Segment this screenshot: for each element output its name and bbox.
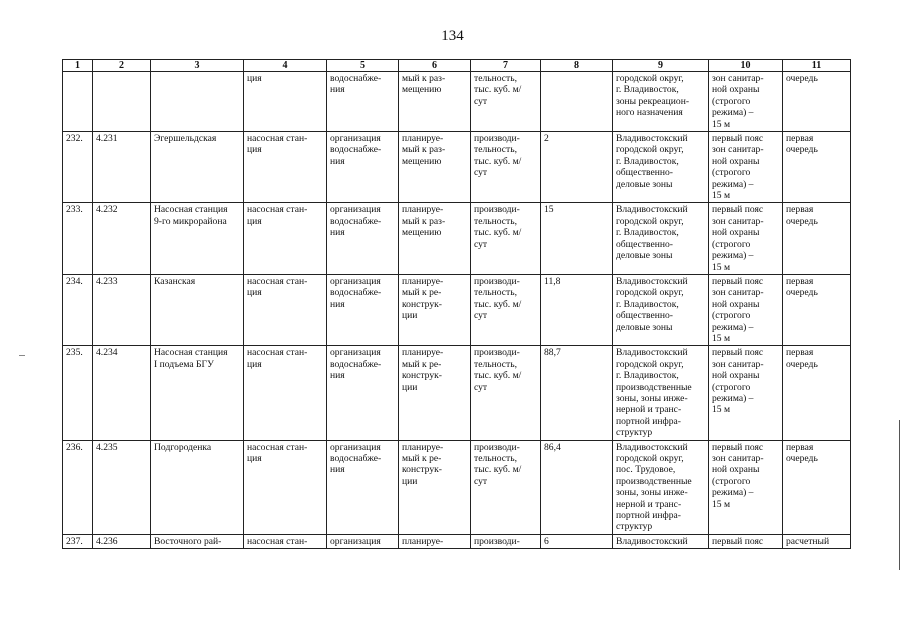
continuation-row <box>63 72 851 132</box>
cell-name: Эгершельдская <box>151 132 244 203</box>
cell-code: 4.235 <box>93 440 151 534</box>
cell-purpose: организация водоснабже- ния <box>327 346 399 440</box>
cell-name <box>151 72 244 132</box>
column-header: 1 <box>63 60 93 72</box>
cell-type: насосная стан- ция <box>244 203 327 274</box>
cell-location: Владивостокский городской округ, г. Владивосток, общественно- деловые зоны <box>613 203 709 274</box>
cell-location: Владивостокский <box>613 534 709 548</box>
cell-code <box>93 72 151 132</box>
cell-status: планируе- мый к ре- конструк- ции <box>399 440 471 534</box>
cell-param: производи- тельность, тыс. куб. м/ сут <box>471 346 541 440</box>
cell-zone: первый пояс зон санитар- ной охраны (строгого режима) – 15 м <box>709 346 783 440</box>
cell-param: производи- <box>471 534 541 548</box>
cell-stage: расчетный <box>783 534 851 548</box>
cell-location: городской округ, г. Владивосток, зоны рекреацион- ного назначения <box>613 72 709 132</box>
cell-purpose: водоснабже- ния <box>327 72 399 132</box>
cell-code: 4.234 <box>93 346 151 440</box>
cell-name: Подгороденка <box>151 440 244 534</box>
cell-purpose: организация <box>327 534 399 548</box>
cell-value <box>541 72 613 132</box>
column-header: 9 <box>613 60 709 72</box>
cell-param: производи- тельность, тыс. куб. м/ сут <box>471 132 541 203</box>
cell-param: тельность, тыс. куб. м/ сут <box>471 72 541 132</box>
cell-location: Владивостокский городской округ, пос. Трудовое, производственные зоны, зоны инже- нерной и транс- портной инфра- структур <box>613 440 709 534</box>
cell-code: 4.232 <box>93 203 151 274</box>
cell-code: 4.233 <box>93 274 151 345</box>
table-row <box>63 440 851 534</box>
header-row <box>63 60 851 72</box>
column-header: 6 <box>399 60 471 72</box>
cell-status: планируе- мый к раз- мещению <box>399 132 471 203</box>
cell-value: 88,7 <box>541 346 613 440</box>
column-header: 8 <box>541 60 613 72</box>
cell-num <box>63 72 93 132</box>
scan-margin-line <box>899 420 900 570</box>
cell-type: насосная стан- ция <box>244 440 327 534</box>
cell-type: насосная стан- ция <box>244 346 327 440</box>
scan-margin-mark <box>19 355 25 356</box>
column-header: 3 <box>151 60 244 72</box>
cell-stage: первая очередь <box>783 203 851 274</box>
column-header: 11 <box>783 60 851 72</box>
cell-purpose: организация водоснабже- ния <box>327 203 399 274</box>
cell-status: планируе- <box>399 534 471 548</box>
cell-param: производи- тельность, тыс. куб. м/ сут <box>471 274 541 345</box>
cell-code: 4.236 <box>93 534 151 548</box>
cell-stage: первая очередь <box>783 346 851 440</box>
cell-zone: первый пояс зон санитар- ной охраны (строгого режима) – 15 м <box>709 440 783 534</box>
cell-zone: первый пояс зон санитар- ной охраны (строгого режима) – 15 м <box>709 132 783 203</box>
cell-purpose: организация водоснабже- ния <box>327 132 399 203</box>
cell-value: 86,4 <box>541 440 613 534</box>
cell-name: Насосная станция 9-го микрорайона <box>151 203 244 274</box>
cell-stage: первая очередь <box>783 440 851 534</box>
cell-param: производи- тельность, тыс. куб. м/ сут <box>471 440 541 534</box>
cell-type: насосная стан- ция <box>244 274 327 345</box>
cell-type: насосная стан- ция <box>244 132 327 203</box>
cell-stage: очередь <box>783 72 851 132</box>
cell-status: мый к раз- мещению <box>399 72 471 132</box>
cell-name: Восточного рай- <box>151 534 244 548</box>
cell-num: 232. <box>63 132 93 203</box>
cell-value: 11,8 <box>541 274 613 345</box>
column-header: 10 <box>709 60 783 72</box>
cell-value: 6 <box>541 534 613 548</box>
cell-location: Владивостокский городской округ, г. Владивосток, общественно- деловые зоны <box>613 274 709 345</box>
cell-location: Владивостокский городской округ, г. Владивосток, производственные зоны, зоны инже- нерной и транс- портной инфра- структур <box>613 346 709 440</box>
table-row <box>63 346 851 440</box>
cell-value: 2 <box>541 132 613 203</box>
cell-location: Владивостокский городской округ, г. Владивосток, общественно- деловые зоны <box>613 132 709 203</box>
column-header: 7 <box>471 60 541 72</box>
cell-zone: первый пояс зон санитар- ной охраны (строгого режима) – 15 м <box>709 203 783 274</box>
cell-num: 236. <box>63 440 93 534</box>
column-header: 2 <box>93 60 151 72</box>
cell-code: 4.231 <box>93 132 151 203</box>
cell-status: планируе- мый к ре- конструк- ции <box>399 274 471 345</box>
column-header: 4 <box>244 60 327 72</box>
column-header: 5 <box>327 60 399 72</box>
cell-status: планируе- мый к ре- конструк- ции <box>399 346 471 440</box>
cell-name: Насосная станция I подъема БГУ <box>151 346 244 440</box>
table-row <box>63 203 851 274</box>
cell-num: 237. <box>63 534 93 548</box>
objects-table <box>62 59 851 549</box>
cell-num: 233. <box>63 203 93 274</box>
cell-type: ция <box>244 72 327 132</box>
page-number: 134 <box>441 28 464 44</box>
cell-num: 235. <box>63 346 93 440</box>
table-row <box>63 534 851 548</box>
cell-zone: зон санитар- ной охраны (строгого режима) – 15 м <box>709 72 783 132</box>
cell-purpose: организация водоснабже- ния <box>327 440 399 534</box>
table-row <box>63 132 851 203</box>
cell-purpose: организация водоснабже- ния <box>327 274 399 345</box>
cell-stage: первая очередь <box>783 274 851 345</box>
cell-status: планируе- мый к раз- мещению <box>399 203 471 274</box>
cell-zone: первый пояс зон санитар- ной охраны (строгого режима) – 15 м <box>709 274 783 345</box>
table-row <box>63 274 851 345</box>
cell-zone: первый пояс <box>709 534 783 548</box>
cell-param: производи- тельность, тыс. куб. м/ сут <box>471 203 541 274</box>
cell-name: Казанская <box>151 274 244 345</box>
cell-num: 234. <box>63 274 93 345</box>
cell-type: насосная стан- <box>244 534 327 548</box>
cell-stage: первая очередь <box>783 132 851 203</box>
cell-value: 15 <box>541 203 613 274</box>
